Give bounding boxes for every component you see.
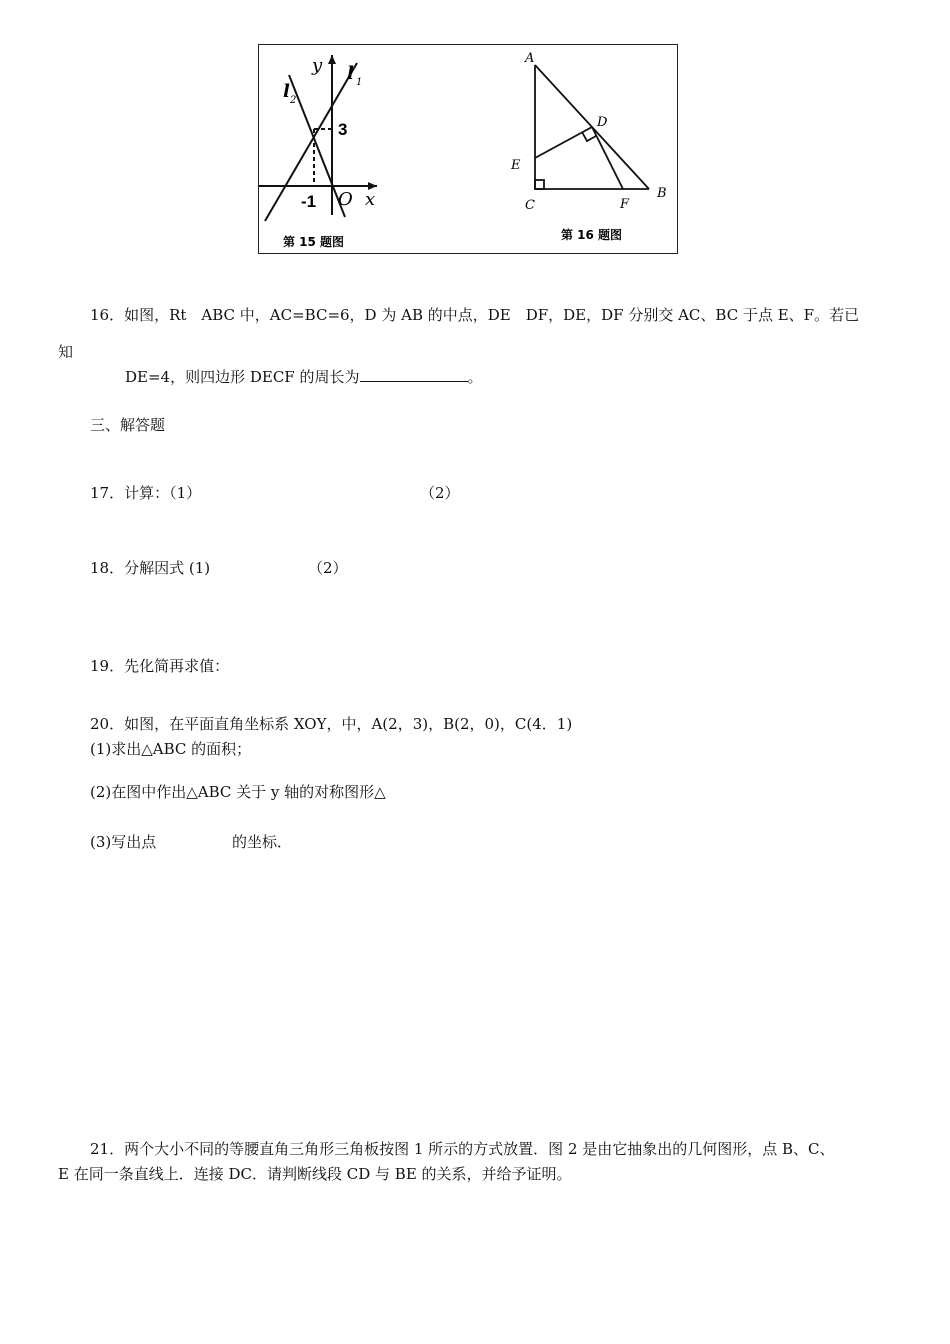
fig15-origin-label: O — [338, 189, 353, 210]
figure-svg — [259, 45, 677, 253]
section-heading: 三、解答题 — [90, 416, 166, 434]
fig16-label-B: B — [657, 186, 667, 201]
q20-part1: (1)求出△ABC 的面积； — [90, 740, 252, 758]
fig15-l2-label: l — [283, 81, 290, 102]
fig16-segment-DF — [592, 127, 623, 189]
fig15-l2-sub: 2 — [290, 95, 297, 106]
q21-line2: E 在同一条直线上．连接 DC．请判断线段 CD 与 BE 的关系，并给予证明。 — [58, 1165, 572, 1183]
q20-part3-pre: (3)写出点 — [90, 833, 157, 851]
q17-label: 17．计算：（1） — [90, 484, 202, 502]
fig16-label-C: C — [525, 198, 535, 213]
fig15-l1-sub: 1 — [356, 77, 363, 88]
fig15-caption: 第 15 题图 — [283, 235, 345, 249]
fig15-value-neg1: -1 — [301, 192, 317, 211]
q20-part3-post: 的坐标． — [232, 833, 293, 851]
fig16-label-A: A — [525, 51, 535, 66]
q16-line2 — [125, 366, 483, 387]
fig15-l1-label: l — [347, 63, 354, 84]
fig16-label-F: F — [620, 197, 630, 212]
q16-line2-text: DE=4，则四边形 DECF 的周长为 — [125, 368, 360, 386]
q20-part2: (2)在图中作出△ABC 关于 y 轴的对称图形△ — [90, 783, 386, 801]
q17-part2: （2） — [420, 484, 460, 502]
fig16-label-E: E — [511, 158, 521, 173]
fig16-right-angle-D — [582, 132, 596, 141]
q20-line1: 20．如图，在平面直角坐标系 XOY，中，A(2，3)，B(2，0)，C(4．1) — [90, 715, 573, 733]
q16-line2-end: 。 — [467, 368, 483, 386]
q19-label: 19．先化简再求值： — [90, 657, 230, 675]
fig15-value-3: 3 — [338, 120, 348, 139]
q18-label: 18．分解因式 (1) — [90, 559, 211, 577]
fig15-y-arrow — [328, 55, 336, 64]
q16-answer-blank — [360, 367, 468, 382]
fig15-y-label: y — [312, 55, 323, 76]
fig16-right-angle-C — [535, 180, 544, 189]
q16-line1-wrap: 知 — [58, 343, 74, 361]
fig15-x-label: x — [365, 189, 376, 210]
fig16-diagram — [535, 65, 649, 189]
figure-box — [258, 44, 678, 254]
q21-line1: 21．两个大小不同的等腰直角三角形三角板按图 1 所示的方式放置．图 2 是由它抽象出的几何图形，点 B、C、 — [90, 1140, 835, 1158]
q16-line1: 16．如图，Rt ABC 中，AC=BC=6，D 为 AB 的中点，DE DF，DE，DF 分别交 AC、BC 于点 E、F。若已 — [90, 306, 860, 324]
fig16-segment-DE — [535, 127, 592, 158]
fig16-label-D: D — [597, 115, 608, 130]
fig16-caption: 第 16 题图 — [561, 228, 623, 242]
q18-part2: （2） — [308, 559, 348, 577]
